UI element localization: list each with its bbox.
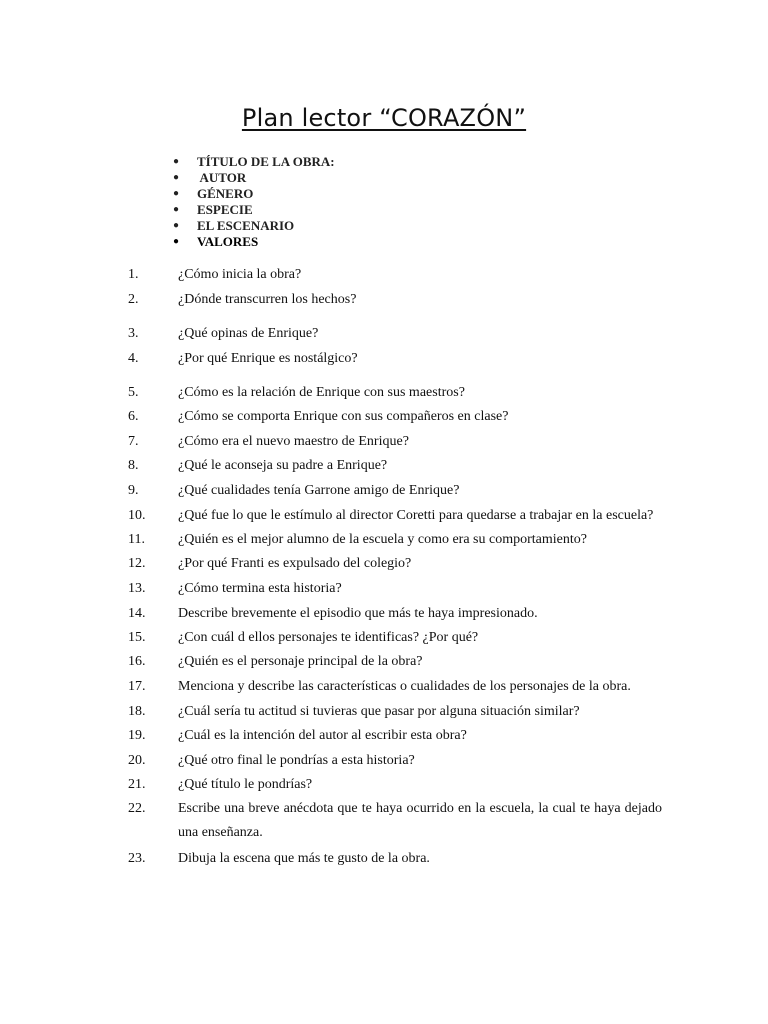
bullet-dot-icon: ●: [173, 204, 180, 215]
question-text: ¿Cómo es la relación de Enrique con sus maestros?: [178, 385, 465, 400]
bullet-item-titulo: [172, 154, 335, 170]
question-text: Escribe una breve anécdota que te haya ocurrido en la escuela, la cual te haya dejado una enseñanza.: [178, 801, 662, 840]
question-item: [0, 381, 768, 405]
question-number: 18.: [128, 704, 146, 719]
question-number: 11.: [128, 532, 145, 547]
question-text: ¿Cómo era el nuevo maestro de Enrique?: [178, 434, 409, 449]
question-item: [0, 602, 768, 626]
question-text: ¿Dónde transcurren los hechos?: [178, 292, 357, 307]
question-item: [0, 700, 768, 724]
question-number: 17.: [128, 679, 146, 694]
question-number: 4.: [128, 351, 139, 366]
question-text: ¿Qué cualidades tenía Garrone amigo de Enrique?: [178, 483, 460, 498]
question-text: ¿Cuál sería tu actitud si tuvieras que pasar por alguna situación similar?: [178, 704, 580, 719]
question-item: [0, 650, 768, 674]
question-number: 3.: [128, 326, 139, 341]
question-item: [0, 577, 768, 601]
bullet-dot-icon: ●: [173, 188, 180, 199]
question-text: ¿Por qué Franti es expulsado del colegio?: [178, 556, 412, 571]
question-item: [0, 528, 768, 552]
question-text: Dibuja la escena que más te gusto de la obra.: [178, 851, 430, 866]
question-text: ¿Con cuál d ellos personajes te identificas? ¿Por qué?: [178, 630, 479, 645]
bullet-dot-icon: ●: [173, 236, 180, 247]
question-item: [0, 430, 768, 454]
question-item: [0, 263, 768, 287]
question-text: ¿Qué opinas de Enrique?: [178, 326, 319, 341]
question-text: Describe brevemente el episodio que más te haya impresionado.: [178, 606, 538, 621]
question-number: 12.: [128, 556, 146, 571]
question-item: [0, 773, 768, 797]
question-item: [0, 479, 768, 503]
question-number: 14.: [128, 606, 146, 621]
bullet-label: AUTOR: [197, 170, 247, 185]
question-text: ¿Quién es el mejor alumno de la escuela y como era su comportamiento?: [178, 532, 587, 547]
question-item: [0, 675, 768, 699]
question-number: 19.: [128, 728, 146, 743]
question-text: ¿Cuál es la intención del autor al escribir esta obra?: [178, 728, 467, 743]
question-text: ¿Qué otro final le pondrías a esta historia?: [178, 753, 415, 768]
question-number: 23.: [128, 851, 146, 866]
question-item: [0, 454, 768, 478]
question-item: [0, 626, 768, 650]
question-item: [0, 552, 768, 576]
bullet-item-genero: [172, 186, 335, 202]
question-text: ¿Cómo termina esta historia?: [178, 581, 342, 596]
question-number: 8.: [128, 458, 139, 473]
question-item: [0, 288, 768, 312]
question-text: ¿Qué título le pondrías?: [178, 777, 313, 792]
page-title: Plan lector “CORAZÓN”: [241, 104, 527, 132]
question-item: [0, 797, 768, 840]
question-number: 16.: [128, 654, 146, 669]
question-text: ¿Quién es el personaje principal de la obra?: [178, 654, 423, 669]
question-item: [0, 347, 768, 371]
question-item: [0, 847, 768, 871]
question-text: ¿Cómo inicia la obra?: [178, 267, 302, 282]
bullet-label: ESPECIE: [197, 202, 253, 217]
question-item: [0, 749, 768, 773]
question-item: [0, 322, 768, 346]
bullet-label: TÍTULO DE LA OBRA:: [197, 154, 335, 169]
bullet-item-valores: [172, 234, 335, 250]
bullet-item-autor: [172, 170, 335, 186]
bullet-label: EL ESCENARIO: [197, 218, 295, 233]
question-number: 21.: [128, 777, 146, 792]
question-number: 10.: [128, 508, 146, 523]
info-bullet-list: [172, 154, 335, 250]
question-number: 5.: [128, 385, 139, 400]
bullet-dot-icon: ●: [173, 172, 180, 183]
question-number: 9.: [128, 483, 139, 498]
bullet-dot-icon: ●: [173, 156, 180, 167]
question-number: 13.: [128, 581, 146, 596]
bullet-item-especie: [172, 202, 335, 218]
bullet-dot-icon: ●: [173, 220, 180, 231]
question-number: 20.: [128, 753, 146, 768]
question-number: 6.: [128, 409, 139, 424]
question-number: 22.: [128, 801, 146, 816]
question-text: ¿Cómo se comporta Enrique con sus compañeros en clase?: [178, 409, 509, 424]
question-number: 7.: [128, 434, 139, 449]
bullet-item-escenario: [172, 218, 335, 234]
question-number: 1.: [128, 267, 139, 282]
question-text: Menciona y describe las características o cualidades de los personajes de la obra.: [178, 679, 631, 694]
question-item: [0, 504, 768, 528]
bullet-label: VALORES: [197, 234, 259, 249]
question-item: [0, 405, 768, 429]
question-text: ¿Qué fue lo que le estímulo al director Coretti para quedarse a trabajar en la escuela?: [178, 508, 654, 523]
question-number: 15.: [128, 630, 146, 645]
bullet-label: GÉNERO: [197, 186, 254, 201]
question-item: [0, 724, 768, 748]
question-text: ¿Por qué Enrique es nostálgico?: [178, 351, 358, 366]
question-number: 2.: [128, 292, 139, 307]
question-text: ¿Qué le aconseja su padre a Enrique?: [178, 458, 388, 473]
